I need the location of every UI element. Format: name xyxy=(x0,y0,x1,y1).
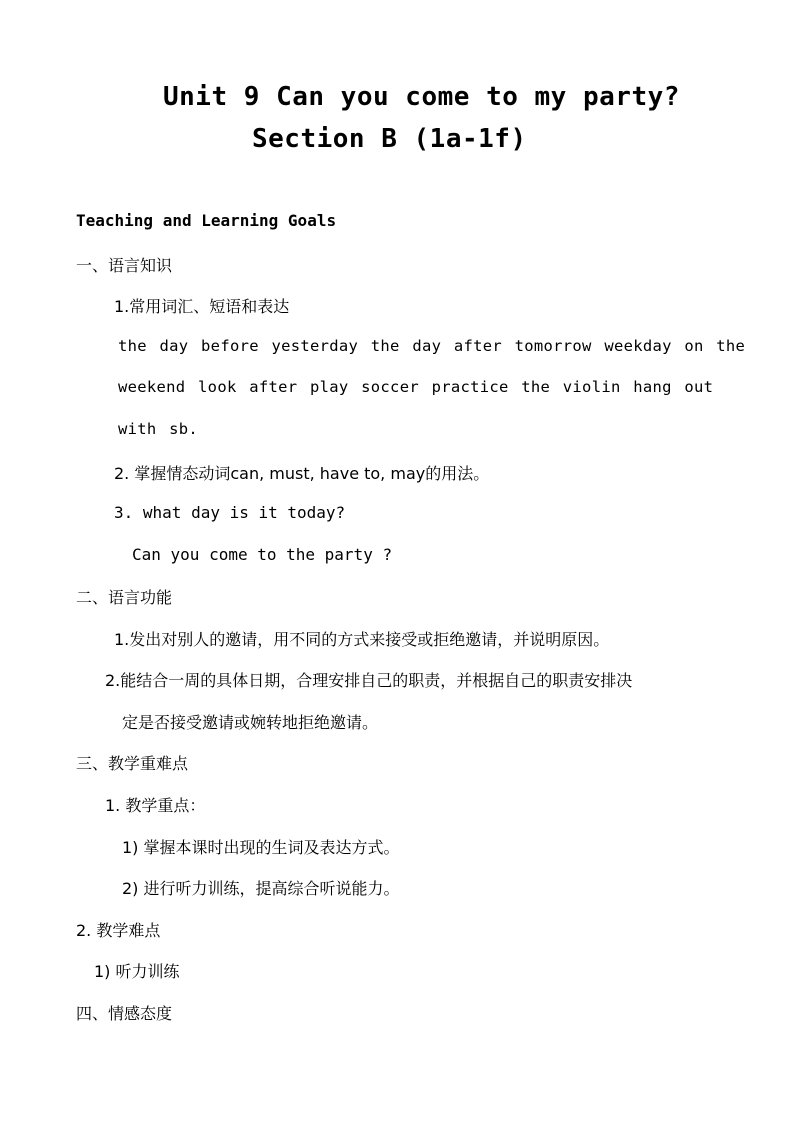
document-subtitle: Section B (1a-1f) xyxy=(252,124,527,154)
key-point-item: 2) 进行听力训练，提高综合听说能力。 xyxy=(122,879,400,898)
section-heading-language-knowledge: 一、语言知识 xyxy=(76,256,173,275)
section-heading-emotional-attitude: 四、情感态度 xyxy=(76,1004,173,1023)
document-title: Unit 9 Can you come to my party? xyxy=(163,82,680,112)
goals-heading: Teaching and Learning Goals xyxy=(76,211,337,230)
function-item-2: 2.能结合一周的具体日期，合理安排自己的职责，并根据自己的职责安排决 xyxy=(105,671,633,690)
key-points-label: 1. 教学重点： xyxy=(105,796,206,815)
key-point-item: 1) 掌握本课时出现的生词及表达方式。 xyxy=(122,838,400,857)
sentence-pattern-example: Can you come to the party ? xyxy=(132,545,393,564)
vocabulary-line: the day before yesterday the day after tomorrow weekday on the xyxy=(118,337,746,355)
section-heading-language-function: 二、语言功能 xyxy=(76,588,173,607)
function-item-1: 1.发出对别人的邀请，用不同的方式来接受或拒绝邀请，并说明原因。 xyxy=(114,630,610,649)
section-heading-key-difficult-points: 三、教学重难点 xyxy=(76,754,189,773)
item-vocabulary-label: 1.常用词汇、短语和表达 xyxy=(114,297,290,316)
function-item-2-continuation: 定是否接受邀请或婉转地拒绝邀请。 xyxy=(122,713,379,732)
difficult-point-item: 1) 听力训练 xyxy=(94,962,180,981)
item-modal-verbs: 2. 掌握情态动词can, must, have to, may的用法。 xyxy=(114,464,490,483)
difficult-points-label: 2. 教学难点 xyxy=(76,921,161,940)
item-sentence-patterns: 3. what day is it today? xyxy=(114,503,346,522)
vocabulary-line: weekend look after play soccer practice the violin hang out xyxy=(118,378,714,396)
vocabulary-line: with sb. xyxy=(118,420,199,438)
